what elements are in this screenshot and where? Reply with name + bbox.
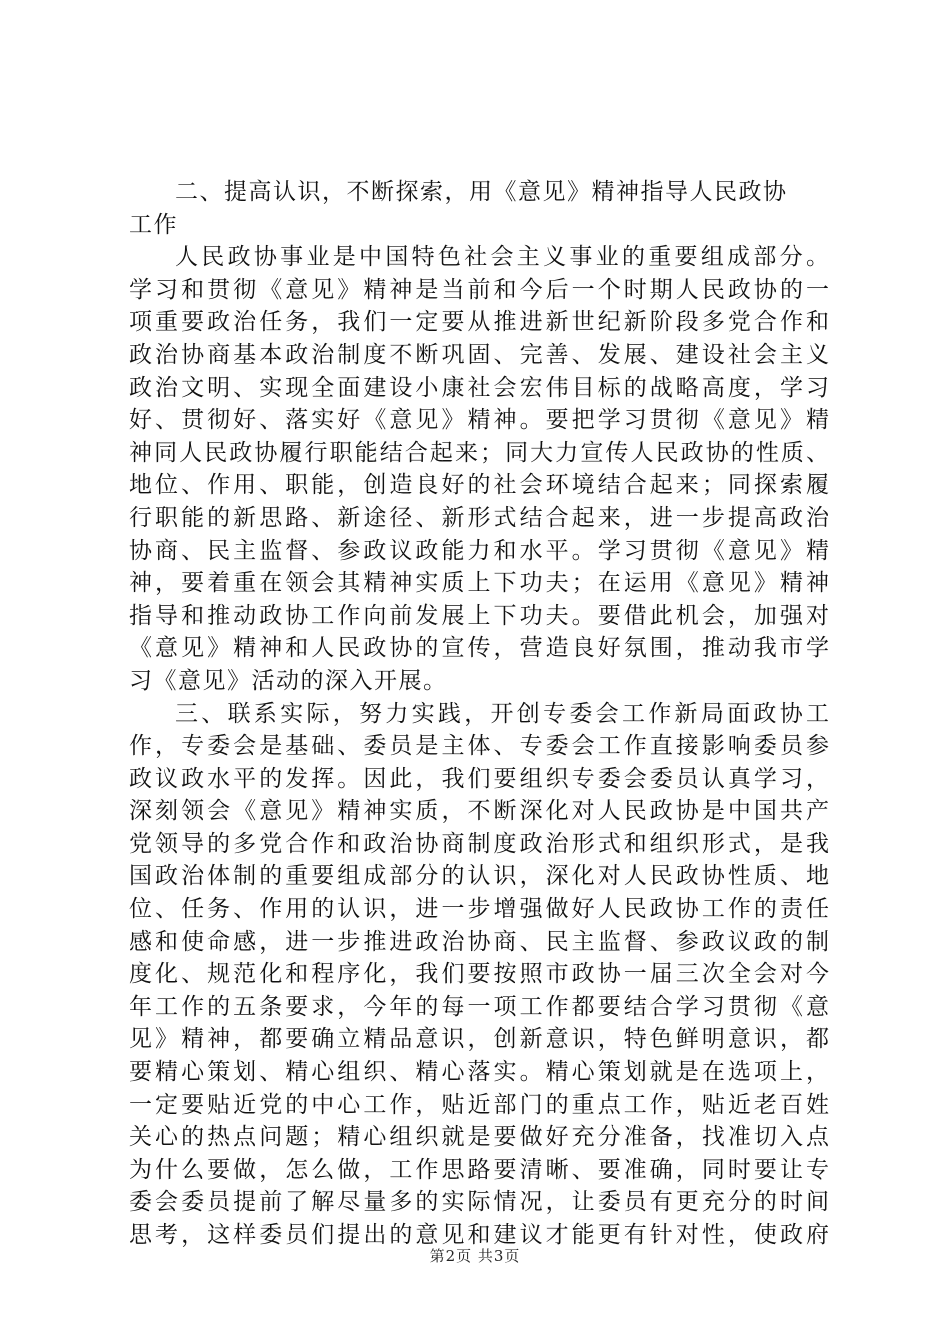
text-line: 位、任务、作用的认识，进一步增强做好人民政协工作的责任 bbox=[129, 896, 829, 923]
text-line: 一定要贴近党的中心工作，贴近部门的重点工作，贴近老百姓 bbox=[129, 1091, 829, 1118]
text-line: 神同人民政协履行职能结合起来；同大力宣传人民政协的性质、 bbox=[129, 439, 829, 466]
text-line: 三、联系实际，努力实践，开创专委会工作新局面政协工 bbox=[175, 700, 829, 727]
text-line: 工作 bbox=[129, 211, 178, 238]
text-line: 要精心策划、精心组织、精心落实。精心策划就是在选项上， bbox=[129, 1059, 829, 1086]
text-line: 深刻领会《意见》精神实质，不断深化对人民政协是中国共产 bbox=[129, 798, 829, 825]
text-line: 为什么要做，怎么做，工作思路要清晰、要准确，同时要让专 bbox=[129, 1156, 829, 1183]
text-line: 习《意见》活动的深入开展。 bbox=[129, 667, 448, 694]
text-line: 好、贯彻好、落实好《意见》精神。要把学习贯彻《意见》精 bbox=[129, 407, 829, 434]
text-line: 委会委员提前了解尽量多的实际情况，让委员有更充分的时间 bbox=[129, 1189, 829, 1216]
text-line: 协商、民主监督、参政议政能力和水平。学习贯彻《意见》精 bbox=[129, 537, 829, 564]
text-line: 指导和推动政协工作向前发展上下功夫。要借此机会，加强对 bbox=[129, 602, 829, 629]
text-line: 神，要着重在领会其精神实质上下功夫；在运用《意见》精神 bbox=[129, 570, 829, 597]
text-line: 思考，这样委员们提出的意见和建议才能更有针对性，使政府 bbox=[129, 1222, 829, 1248]
text-line: 作，专委会是基础、委员是主体、专委会工作直接影响委员参 bbox=[129, 733, 829, 760]
page-footer: 第2页 共3页 bbox=[429, 1247, 521, 1265]
document-body bbox=[129, 176, 829, 1252]
text-line: 年工作的五条要求，今年的每一项工作都要结合学习贯彻《意 bbox=[129, 993, 829, 1020]
text-line: 度化、规范化和程序化，我们要按照市政协一届三次全会对今 bbox=[129, 961, 829, 988]
text-line: 学习和贯彻《意见》精神是当前和今后一个时期人民政协的一 bbox=[129, 276, 829, 303]
text-line: 国政治体制的重要组成部分的认识，深化对人民政协性质、地 bbox=[129, 863, 829, 890]
text-line: 政治文明、实现全面建设小康社会宏伟目标的战略高度，学习 bbox=[129, 374, 829, 401]
text-line: 感和使命感，进一步推进政治协商、民主监督、参政议政的制 bbox=[129, 928, 829, 955]
text-line: 政治协商基本政治制度不断巩固、完善、发展、建设社会主义 bbox=[129, 341, 829, 368]
text-line: 《意见》精神和人民政协的宣传，营造良好氛围，推动我市学 bbox=[129, 635, 829, 662]
text-line: 党领导的多党合作和政治协商制度政治形式和组织形式，是我 bbox=[129, 830, 829, 857]
text-line: 项重要政治任务，我们一定要从推进新世纪新阶段多党合作和 bbox=[129, 309, 829, 336]
text-line: 关心的热点问题；精心组织就是要做好充分准备，找准切入点 bbox=[129, 1124, 829, 1151]
text-line: 地位、作用、职能，创造良好的社会环境结合起来；同探索履 bbox=[129, 472, 829, 499]
text-line: 政议政水平的发挥。因此，我们要组织专委会委员认真学习， bbox=[129, 765, 829, 792]
text-line: 二、提高认识，不断探索，用《意见》精神指导人民政协 bbox=[175, 179, 788, 205]
text-line: 见》精神，都要确立精品意识，创新意识，特色鲜明意识，都 bbox=[129, 1026, 829, 1053]
text-line: 行职能的新思路、新途径、新形式结合起来，进一步提高政治 bbox=[129, 504, 829, 531]
text-line: 人民政协事业是中国特色社会主义事业的重要组成部分。 bbox=[175, 244, 829, 271]
